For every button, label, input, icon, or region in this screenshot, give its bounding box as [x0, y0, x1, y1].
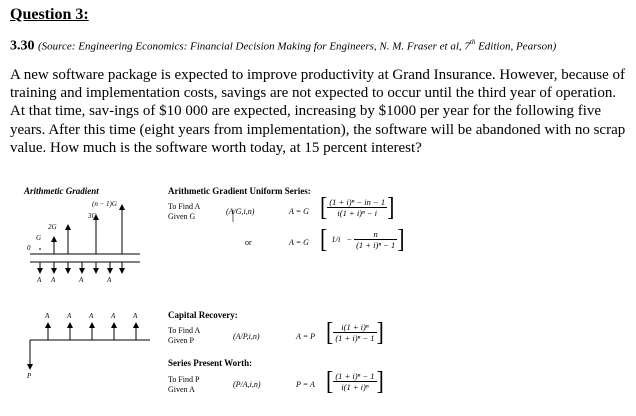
uniform-notation: (A/G,i,n) — [226, 207, 255, 216]
uniform-diagram — [27, 322, 150, 370]
label-a-7: A — [89, 312, 94, 320]
source-open: (Source: — [38, 40, 79, 53]
label-a-2: A — [51, 276, 56, 284]
label-a-1: A — [37, 276, 42, 284]
label-a-8: A — [111, 312, 116, 320]
capital-fraction: [ $\frac{\text{i(1 + i)ⁿ}}{\text{(1 + i)ⁿ − 1}}$ ] — [326, 316, 384, 347]
label-n-minus-1-g: (n − 1)G — [92, 200, 117, 208]
or-label: or — [245, 238, 252, 247]
uniform-given: Given G — [168, 212, 196, 221]
spw-notation: (P/A,i,n) — [233, 380, 261, 389]
gradient-diagram — [30, 204, 140, 274]
capital-find: To Find A — [168, 326, 201, 335]
source-sup: th — [469, 38, 476, 46]
uniform-series-title: Arithmetic Gradient Uniform Series: — [168, 186, 311, 196]
label-a-6: A — [67, 312, 72, 320]
label-a-3: A — [79, 276, 84, 284]
label-3g: 3G — [88, 212, 97, 220]
label-p: P — [27, 372, 32, 380]
question-body: A new software package is expected to improve productivity at Grand Insurance. However, because of training and implementation costs, savings are not expected to occur until the third year of operation. At that time, sav-ings of $10 000 are expected, increasing by $1000 per year for the following five years. After this time (eight years from implementation), the software will be abandoned with no scrap value. How much is the software worth today, at 15 percent interest? — [10, 67, 626, 156]
uniform-find: To Find A — [168, 202, 201, 211]
label-g: G — [36, 234, 42, 242]
source-edition: Edition, Pearson) — [475, 40, 557, 53]
capital-given: Given P — [168, 336, 194, 345]
spw-given: Given A — [168, 385, 195, 394]
label-2g: 2G — [48, 223, 57, 231]
alt-lhs: A = G — [289, 238, 309, 247]
label-zero: 0 — [27, 244, 31, 252]
spw-title: Series Present Worth: — [168, 358, 253, 368]
alt-fraction: [ 1/i − $\frac{n}{\text{(1 + i)ⁿ − 1}}$ ] — [320, 223, 405, 254]
capital-notation: (A/P,i,n) — [233, 332, 260, 341]
spw-fraction: [ $\frac{\text{(1 + i)ⁿ − 1}}{\text{i(1 + i)ⁿ}}$ ] — [326, 365, 384, 396]
spw-lhs: P = A — [296, 380, 315, 389]
label-a-4: A — [107, 276, 112, 284]
uniform-fraction: [ $\frac{\text{(1 + i)ⁿ − in − 1}}{\text{i(1 + i)ⁿ − i}}$ ] — [320, 191, 395, 222]
gradient-label: Arithmetic Gradient — [24, 186, 99, 196]
spw-find: To Find P — [168, 375, 200, 384]
uniform-lhs: A = G — [289, 207, 309, 216]
question-number: 3.30 — [10, 38, 35, 54]
question-title: Question 3: — [10, 6, 89, 23]
source-text: Engineering Economics: Financial Decision Making for Engineers, N. M. Fraser et al, 7 — [78, 40, 470, 53]
label-a-5: A — [45, 312, 50, 320]
capital-title: Capital Recovery: — [168, 310, 238, 320]
label-a-9: A — [133, 312, 138, 320]
capital-lhs: A = P — [296, 332, 316, 341]
